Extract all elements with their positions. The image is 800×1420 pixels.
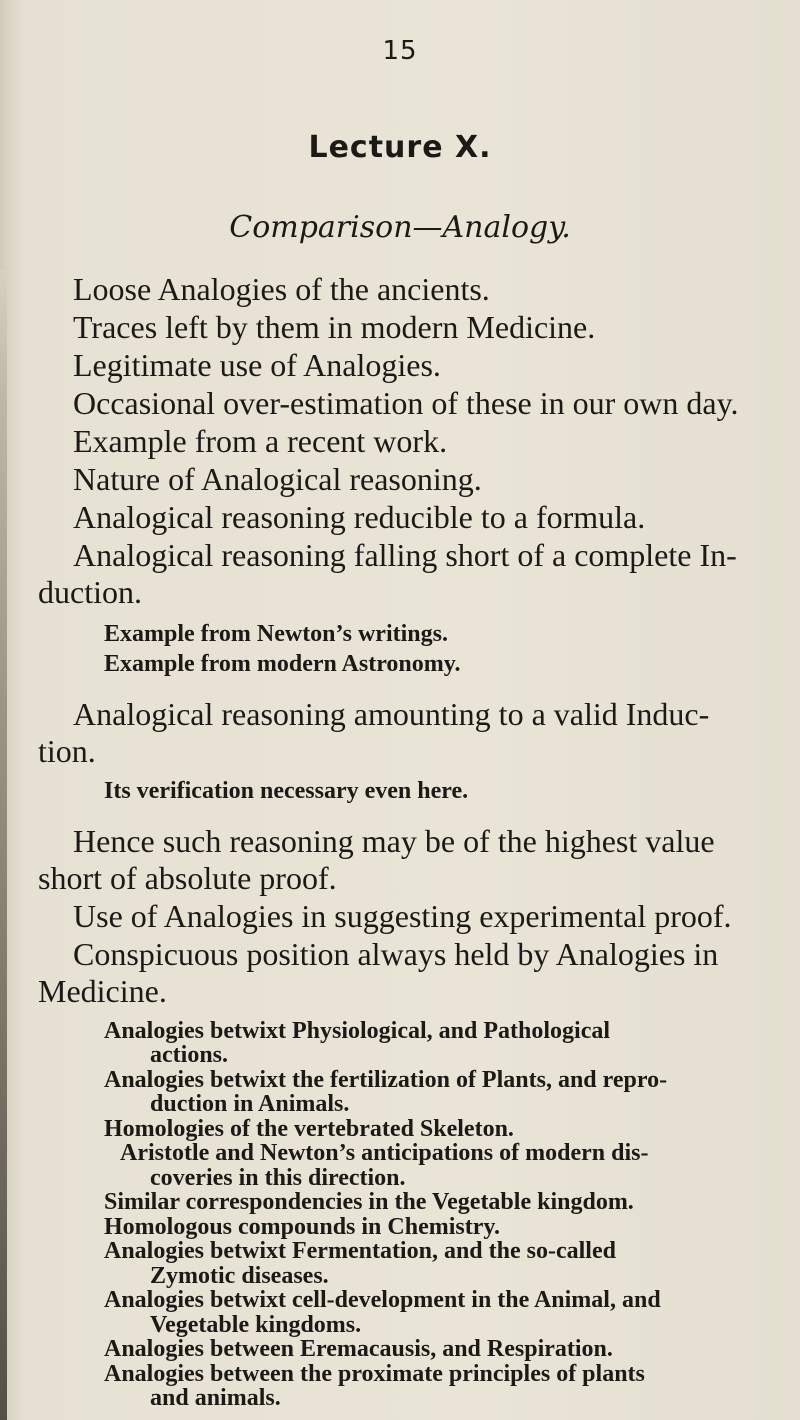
- outline-subline: Analogies betwixt Fermentation, and the so-called: [104, 1238, 616, 1264]
- outline-subline: Example from Newton’s writings.: [104, 621, 448, 647]
- outline-subline: Analogies betwixt the fertilization of Plants, and repro-: [104, 1067, 668, 1093]
- outline-line: Example from a recent work.: [73, 423, 448, 459]
- outline-line: duction.: [38, 574, 142, 610]
- outline-line: Medicine.: [38, 973, 167, 1009]
- outline-line: Analogical reasoning amounting to a valid Induc-: [73, 696, 710, 732]
- outline-subline: Aristotle and Newton’s anticipations of modern dis-: [120, 1140, 649, 1166]
- outline-line: Analogical reasoning falling short of a complete In-: [73, 537, 737, 573]
- outline-line: short of absolute proof.: [38, 860, 337, 896]
- outline-line: Occasional over-estimation of these in our own day.: [73, 385, 739, 421]
- outline-line: Hence such reasoning may be of the highest value: [73, 823, 715, 859]
- outline-line: tion.: [38, 733, 96, 769]
- outline-subline: Analogies between Eremacausis, and Respiration.: [104, 1336, 613, 1362]
- outline-subline: and animals.: [150, 1385, 281, 1411]
- outline-subline: Vegetable kingdoms.: [150, 1312, 362, 1338]
- outline-subline: Analogies betwixt cell-development in the Animal, and: [104, 1287, 661, 1313]
- page-number: 15: [382, 36, 418, 66]
- outline-line: Analogical reasoning reducible to a formula.: [73, 499, 646, 535]
- outline-subline: Its verification necessary even here.: [104, 778, 469, 804]
- lecture-subtitle: Comparison—Analogy.: [229, 210, 571, 245]
- outline-line: Loose Analogies of the ancients.: [73, 271, 490, 307]
- outline-subline: Similar correspondencies in the Vegetable kingdom.: [104, 1189, 634, 1215]
- outline-subline: duction in Animals.: [150, 1091, 350, 1117]
- outline-subline: Example from modern Astronomy.: [104, 651, 461, 677]
- lecture-title: Lecture X.: [308, 130, 492, 165]
- outline-subline: coveries in this direction.: [150, 1165, 406, 1191]
- outline-line: Conspicuous position always held by Analogies in: [73, 936, 719, 972]
- outline-line: Use of Analogies in suggesting experimental proof.: [73, 898, 732, 934]
- outline-line: Traces left by them in modern Medicine.: [73, 309, 596, 345]
- outline-subline: Zymotic diseases.: [150, 1263, 329, 1289]
- outline-line: Nature of Analogical reasoning.: [73, 461, 482, 497]
- outline-subline: Homologous compounds in Chemistry.: [104, 1214, 501, 1240]
- outline-subline: Analogies betwixt Physiological, and Pathological: [104, 1018, 611, 1044]
- outline-subline: Homologies of the vertebrated Skeleton.: [104, 1116, 514, 1142]
- outline-subline: actions.: [150, 1042, 228, 1068]
- outline-subline: Analogies between the proximate principles of plants: [104, 1361, 645, 1387]
- outline-line: Legitimate use of Analogies.: [73, 347, 441, 383]
- binding-gutter: [0, 270, 7, 1420]
